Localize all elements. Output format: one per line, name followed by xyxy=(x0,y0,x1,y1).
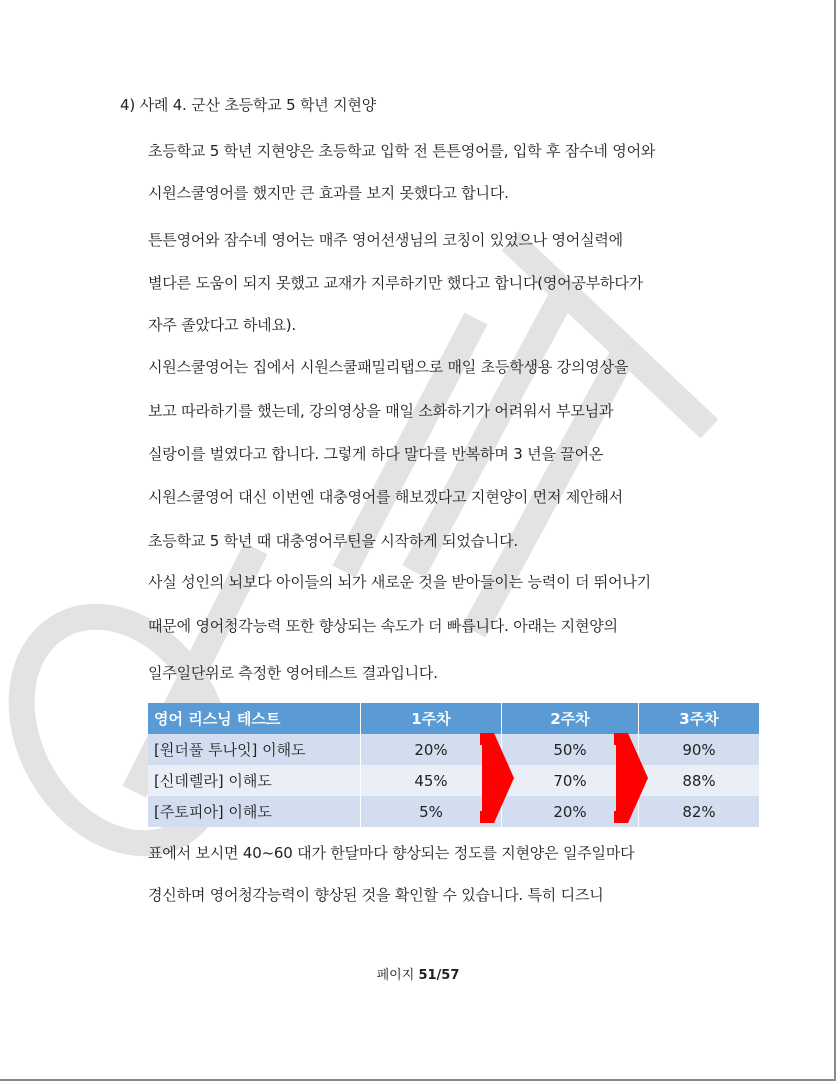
table-row xyxy=(148,796,760,827)
table-row xyxy=(148,734,760,765)
paragraph-line: 일주일단위로 측정한 영어테스트 결과입니다. xyxy=(148,664,438,682)
page-footer xyxy=(0,964,836,983)
table-cell: [주토피아] 이해도 xyxy=(148,796,361,827)
paragraph-line: 시원스쿨영어 대신 이번엔 대충영어를 해보겠다고 지현양이 먼저 제안해서 xyxy=(148,488,623,506)
table-cell: 20% xyxy=(502,796,639,827)
paragraph-line: 때문에 영어청각능력 또한 향상되는 속도가 더 빠릅니다. 아래는 지현양의 xyxy=(148,617,618,635)
table-cell: [신데렐라] 이해도 xyxy=(148,765,361,796)
red-arrow-icon xyxy=(614,733,650,823)
table-cell: 88% xyxy=(639,765,760,796)
listening-test-table xyxy=(148,703,760,827)
paragraph-line: 초등학교 5 학년 지현양은 초등학교 입학 전 튼튼영어를, 입학 후 잠수네 영어와 xyxy=(148,142,656,160)
paragraph-line: 자주 졸았다고 하네요). xyxy=(148,316,296,334)
paragraph-line: 보고 따라하기를 했는데, 강의영상을 매일 소화하기가 어려워서 부모님과 xyxy=(148,402,614,420)
table-cell: 90% xyxy=(639,734,760,765)
table-header-row xyxy=(148,703,760,734)
paragraph-line: 경신하며 영어청각능력이 향상된 것을 확인할 수 있습니다. 특히 디즈니 xyxy=(148,886,604,904)
table-cell: [원더풀 투나잇] 이해도 xyxy=(148,734,361,765)
paragraph-line: 별다른 도움이 되지 못했고 교재가 지루하기만 했다고 합니다(영어공부하다가 xyxy=(148,274,643,292)
column-header: 2주차 xyxy=(502,703,639,734)
section-heading: 4) 사례 4. 군산 초등학교 5 학년 지현양 xyxy=(120,96,376,114)
table-cell: 70% xyxy=(502,765,639,796)
table-cell: 45% xyxy=(361,765,502,796)
paragraph-line: 시원스쿨영어를 했지만 큰 효과를 보지 못했다고 합니다. xyxy=(148,184,509,202)
table-cell: 20% xyxy=(361,734,502,765)
paragraph-line: 튼튼영어와 잠수네 영어는 매주 영어선생님의 코칭이 있었으나 영어실력에 xyxy=(148,231,623,249)
red-arrow-icon xyxy=(480,733,516,823)
table-cell: 5% xyxy=(361,796,502,827)
page-label: 페이지 xyxy=(376,968,415,983)
column-header: 1주차 xyxy=(361,703,502,734)
paragraph-line: 사실 성인의 뇌보다 아이들의 뇌가 새로운 것을 받아들이는 능력이 더 뛰어나기 xyxy=(148,573,651,591)
table-row xyxy=(148,765,760,796)
column-header: 영어 리스닝 테스트 xyxy=(148,703,361,734)
paragraph-line: 표에서 보시면 40~60 대가 한달마다 향상되는 정도를 지현양은 일주일마다 xyxy=(148,844,635,862)
page-number: 51/57 xyxy=(418,968,460,983)
table-cell: 50% xyxy=(502,734,639,765)
column-header: 3주차 xyxy=(639,703,760,734)
paragraph-line: 초등학교 5 학년 때 대충영어루틴을 시작하게 되었습니다. xyxy=(148,532,518,550)
paragraph-line: 시원스쿨영어는 집에서 시원스쿨패밀리탭으로 매일 초등학생용 강의영상을 xyxy=(148,358,629,376)
paragraph-line: 실랑이를 벌였다고 합니다. 그렇게 하다 말다를 반복하며 3 년을 끌어온 xyxy=(148,445,604,463)
table-cell: 82% xyxy=(639,796,760,827)
